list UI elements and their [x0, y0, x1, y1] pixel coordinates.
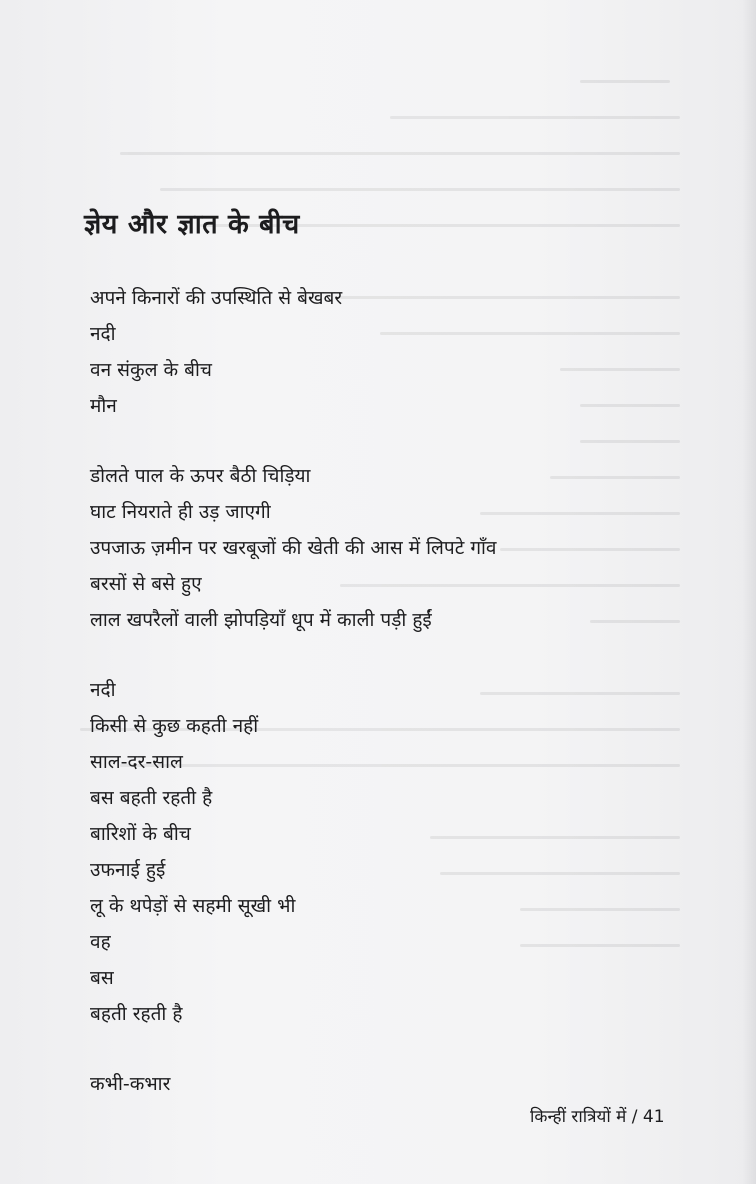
poem-line: वन संकुल के बीच [90, 359, 212, 381]
poem-line: बारिशों के बीच [90, 823, 191, 845]
poem-line: नदी [90, 323, 116, 345]
poem-line: कभी-कभार [90, 1073, 171, 1095]
poem-line: लू के थपेड़ों से सहमी सूखी भी [90, 895, 296, 917]
poem-line: डोलते पाल के ऊपर बैठी चिड़िया [90, 465, 311, 487]
poem-line: बरसों से बसे हुए [90, 573, 202, 595]
poem-line: अपने किनारों की उपस्थिति से बेखबर [90, 287, 343, 309]
poem-line: वह [90, 931, 111, 953]
poem-line: साल-दर-साल [90, 751, 183, 773]
poem-line: बस [90, 967, 114, 989]
stanza-2 [90, 458, 690, 638]
stanza-1 [90, 280, 690, 424]
poem-line: बहती रहती है [90, 1003, 183, 1025]
poem-line: नदी [90, 679, 116, 701]
poem-line: उपजाऊ ज़मीन पर खरबूजों की खेती की आस में लिपटे गाँव [90, 537, 497, 559]
poem-line: मौन [90, 395, 117, 417]
poem-body [90, 280, 690, 1136]
page-folio: किन्हीं रात्रियों में / 41 [530, 1107, 665, 1127]
poem-line: उफनाई हुई [90, 859, 166, 881]
poem-line: घाट नियराते ही उड़ जाएगी [90, 501, 271, 523]
poem-line: किसी से कुछ कहती नहीं [90, 715, 259, 737]
poem-title: ज्ञेय और ज्ञात के बीच [84, 209, 300, 241]
poem-line: बस बहती रहती है [90, 787, 213, 809]
stanza-3 [90, 672, 690, 1032]
poem-line: लाल खपरैलों वाली झोपड़ियाँ धूप में काली पड़ी हुईं [90, 609, 432, 631]
page-edge-shadow [742, 0, 756, 1184]
stanza-4 [90, 1066, 690, 1102]
